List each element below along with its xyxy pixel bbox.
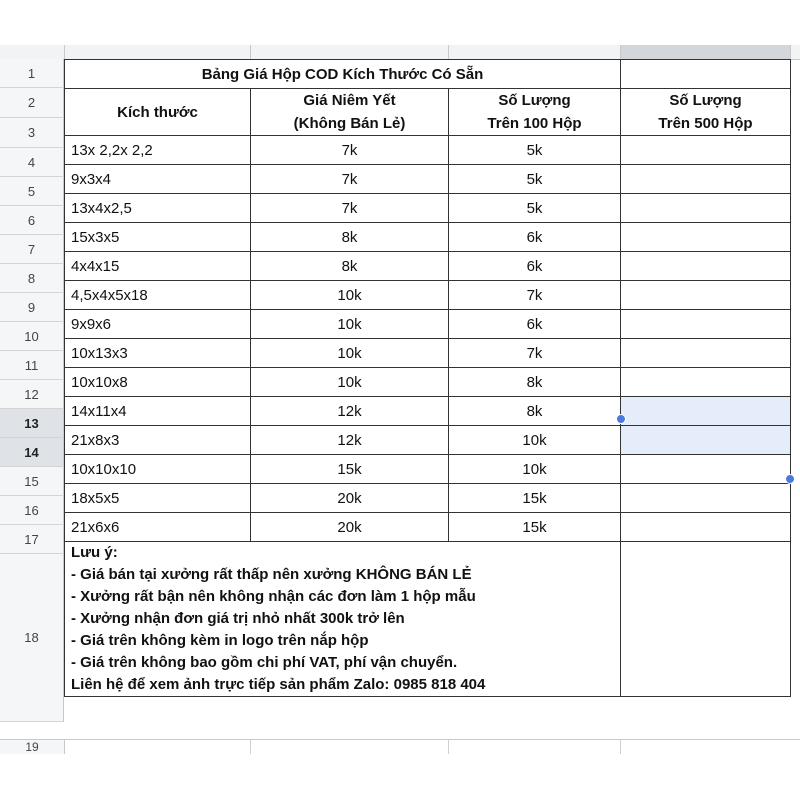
row-header[interactable] <box>0 88 64 118</box>
row-number: 15 <box>24 473 39 489</box>
table-row <box>65 484 791 513</box>
cell-qty500[interactable] <box>621 194 791 223</box>
selection-handle-top-left[interactable] <box>616 414 626 424</box>
header-text: Số Lượng <box>498 92 571 109</box>
header-text: Trên 100 Hộp <box>487 115 582 132</box>
header-text: Trên 500 Hộp <box>658 115 753 132</box>
column-divider[interactable] <box>448 45 449 59</box>
column-divider[interactable] <box>620 45 621 59</box>
cell-qty500[interactable] <box>621 484 791 513</box>
cell-listed[interactable]: 10k <box>251 310 449 339</box>
note-line: - Giá bán tại xưởng rất thấp nên xưởng KHÔNG BÁN LẺ <box>71 566 472 583</box>
cell-size[interactable]: 10x10x10 <box>65 455 251 484</box>
cell-listed[interactable]: 8k <box>251 223 449 252</box>
header-qty-500[interactable] <box>621 89 791 136</box>
sheet-title[interactable]: Bảng Giá Hộp COD Kích Thước Có Sẵn <box>65 60 621 89</box>
row-number: 17 <box>24 531 39 547</box>
row-header-selected[interactable] <box>0 438 64 467</box>
row-header[interactable] <box>0 206 64 235</box>
cell-qty100[interactable]: 5k <box>449 136 621 165</box>
cell-qty100[interactable]: 15k <box>449 513 621 542</box>
cell-qty100[interactable]: 6k <box>449 310 621 339</box>
row-header[interactable] <box>0 177 64 206</box>
row-header[interactable] <box>0 118 64 148</box>
header-qty-100[interactable] <box>449 89 621 136</box>
cell-listed[interactable]: 10k <box>251 339 449 368</box>
cell-qty500[interactable] <box>621 310 791 339</box>
row-header[interactable]: 19 <box>0 740 65 754</box>
cell-listed[interactable]: 12k <box>251 426 449 455</box>
cell-size[interactable]: 9x3x4 <box>65 165 251 194</box>
row-header[interactable] <box>0 496 64 525</box>
table-row <box>65 310 791 339</box>
cell-size[interactable]: 21x8x3 <box>65 426 251 455</box>
cell-qty500-selected[interactable] <box>621 426 791 455</box>
cell-qty100[interactable]: 8k <box>449 397 621 426</box>
row-header[interactable] <box>0 148 64 177</box>
cell-listed[interactable]: 10k <box>251 368 449 397</box>
row-header[interactable] <box>0 554 64 722</box>
table-row <box>65 136 791 165</box>
cell-qty500[interactable] <box>621 455 791 484</box>
cell-qty100[interactable]: 8k <box>449 368 621 397</box>
cell[interactable] <box>621 60 791 89</box>
cell-size[interactable]: 13x4x2,5 <box>65 194 251 223</box>
cell-size[interactable]: 13x 2,2x 2,2 <box>65 136 251 165</box>
cell-qty500[interactable] <box>621 252 791 281</box>
cell-listed[interactable]: 7k <box>251 194 449 223</box>
selection-handle-bottom-right[interactable] <box>785 474 795 484</box>
row-number: 14 <box>24 444 39 460</box>
row-header[interactable] <box>0 264 64 293</box>
table-row <box>65 455 791 484</box>
row-number: 11 <box>24 357 39 373</box>
notes-heading: Lưu ý: <box>71 544 118 561</box>
row-header[interactable] <box>0 59 64 88</box>
column-header-bar <box>0 45 800 60</box>
row-header[interactable] <box>0 235 64 264</box>
row-header[interactable] <box>0 525 64 554</box>
notes-row <box>65 542 791 697</box>
column-divider[interactable] <box>64 45 65 59</box>
cell-listed[interactable]: 10k <box>251 281 449 310</box>
row-header[interactable] <box>0 380 64 409</box>
cell-qty100[interactable]: 5k <box>449 194 621 223</box>
cell-qty100[interactable]: 7k <box>449 339 621 368</box>
cell-size[interactable]: 4,5x4x5x18 <box>65 281 251 310</box>
cell-listed[interactable]: 8k <box>251 252 449 281</box>
header-text: (Không Bán Lẻ) <box>293 115 406 132</box>
row-number: 13 <box>24 415 39 431</box>
column-divider[interactable] <box>250 45 251 59</box>
table-row <box>65 368 791 397</box>
cell-qty500-selected[interactable] <box>621 397 791 426</box>
row-header[interactable] <box>0 467 64 496</box>
contact-line: Liên hệ để xem ảnh trực tiếp sản phẩm Zalo: 0985 818 404 <box>71 676 486 693</box>
cell-qty500[interactable] <box>621 136 791 165</box>
cell-qty100[interactable]: 10k <box>449 455 621 484</box>
cell-qty500[interactable] <box>621 223 791 252</box>
cell-size[interactable]: 18x5x5 <box>65 484 251 513</box>
table-row <box>65 339 791 368</box>
cell-size[interactable]: 15x3x5 <box>65 223 251 252</box>
row-number: 3 <box>27 125 36 140</box>
row-header[interactable] <box>0 322 64 351</box>
price-table <box>64 59 791 697</box>
column-divider[interactable] <box>790 45 791 59</box>
cell-qty100[interactable]: 6k <box>449 223 621 252</box>
table-row <box>65 194 791 223</box>
table-row <box>65 513 791 542</box>
cell-size[interactable]: 14x11x4 <box>65 397 251 426</box>
column-divider <box>250 740 251 754</box>
cell-listed[interactable]: 20k <box>251 513 449 542</box>
cell-qty100[interactable]: 5k <box>449 165 621 194</box>
cell-qty100[interactable]: 6k <box>449 252 621 281</box>
row-number: 2 <box>27 95 36 110</box>
cell-qty100[interactable]: 15k <box>449 484 621 513</box>
cell-qty500[interactable] <box>621 165 791 194</box>
row-number: 1 <box>27 65 36 81</box>
row-number: 5 <box>27 183 36 199</box>
row-number: 9 <box>27 299 36 315</box>
header-size[interactable]: Kích thước <box>65 89 251 136</box>
cell-qty100[interactable]: 7k <box>449 281 621 310</box>
cell-size[interactable]: 9x9x6 <box>65 310 251 339</box>
table-row <box>65 60 791 89</box>
row-number: 12 <box>24 386 39 402</box>
cell-size[interactable]: 10x13x3 <box>65 339 251 368</box>
cell-qty500[interactable] <box>621 368 791 397</box>
column-header-selected[interactable] <box>620 45 790 59</box>
cell-listed[interactable]: 7k <box>251 165 449 194</box>
row-number: 16 <box>24 502 39 518</box>
row-header-selected[interactable] <box>0 409 64 438</box>
row-number: 10 <box>24 328 39 344</box>
cell-size[interactable]: 21x6x6 <box>65 513 251 542</box>
cell-listed[interactable]: 12k <box>251 397 449 426</box>
notes-cell[interactable] <box>65 542 621 697</box>
note-line: - Xưởng nhận đơn giá trị nhỏ nhất 300k trở lên <box>71 610 405 627</box>
cell-qty100[interactable]: 10k <box>449 426 621 455</box>
row-header[interactable] <box>0 293 64 322</box>
cell[interactable] <box>621 542 791 697</box>
header-listed-price[interactable] <box>251 89 449 136</box>
cell-size[interactable]: 10x10x8 <box>65 368 251 397</box>
row-header[interactable] <box>0 351 64 380</box>
column-divider <box>620 740 621 754</box>
table-row <box>65 252 791 281</box>
table-row <box>65 397 791 426</box>
cell-qty500[interactable] <box>621 513 791 542</box>
cell-listed[interactable]: 7k <box>251 136 449 165</box>
table-row <box>65 426 791 455</box>
row-number: 8 <box>27 270 36 286</box>
cell-qty500[interactable] <box>621 339 791 368</box>
row-number: 6 <box>27 212 36 228</box>
row-19 <box>0 739 800 754</box>
row-number: 4 <box>27 154 36 170</box>
row-number: 18 <box>24 630 39 645</box>
cell-qty500[interactable] <box>621 281 791 310</box>
note-line: - Xưởng rất bận nên không nhận các đơn làm 1 hộp mẫu <box>71 588 476 605</box>
table-row <box>65 281 791 310</box>
table-row <box>65 223 791 252</box>
row-number: 7 <box>27 241 36 257</box>
cell-listed[interactable]: 20k <box>251 484 449 513</box>
table-row <box>65 165 791 194</box>
note-line: - Giá trên không kèm in logo trên nắp hộp <box>71 632 369 649</box>
header-row <box>65 89 791 136</box>
column-divider <box>448 740 449 754</box>
note-line: - Giá trên không bao gồm chi phí VAT, phí vận chuyển. <box>71 654 458 671</box>
header-text: Giá Niêm Yết <box>303 92 396 109</box>
cell-size[interactable]: 4x4x15 <box>65 252 251 281</box>
header-text: Số Lượng <box>669 92 742 109</box>
cell-listed[interactable]: 15k <box>251 455 449 484</box>
